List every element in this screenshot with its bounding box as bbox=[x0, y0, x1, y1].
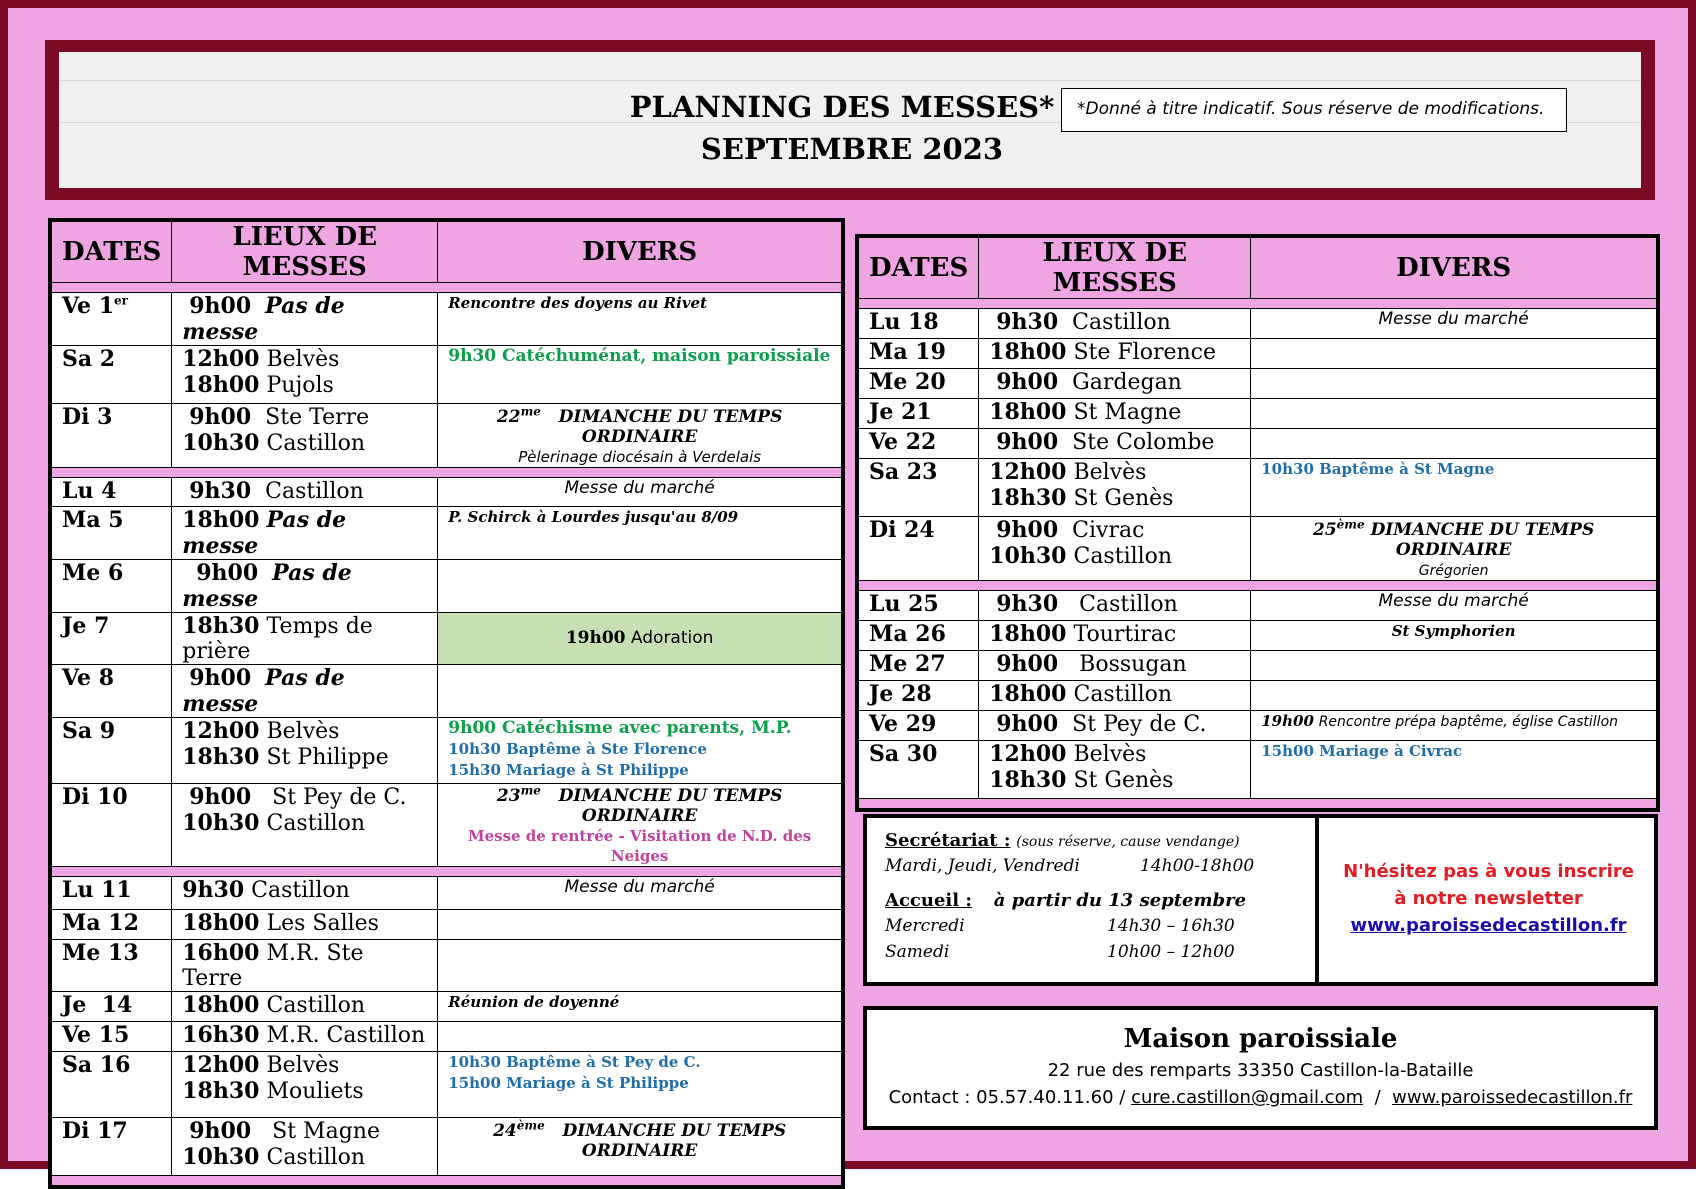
row-place: St Genès bbox=[1073, 486, 1174, 511]
row-time: 18h00 bbox=[182, 910, 260, 937]
row-divers: 15h30 Mariage à St Philippe bbox=[448, 760, 689, 779]
maison-title: Maison paroissiale bbox=[1123, 1024, 1398, 1054]
row-divers: Réunion de doyenné bbox=[448, 993, 620, 1012]
maison-paroissiale-box bbox=[863, 1006, 1658, 1130]
header-inner bbox=[59, 52, 1641, 188]
row-divers: DIMANCHE DU TEMPS ORDINAIRE bbox=[558, 786, 783, 827]
table-row bbox=[857, 710, 1658, 740]
table-row bbox=[857, 620, 1658, 650]
table-row bbox=[857, 429, 1658, 459]
row-divers: 10h30 Baptême à Ste Florence bbox=[448, 739, 707, 758]
secretariat-days: Mardi, Jeudi, Vendredi bbox=[885, 856, 1080, 876]
table-row bbox=[857, 399, 1658, 429]
row-time: 18h00 bbox=[182, 992, 260, 1019]
row-time: 9h00 bbox=[996, 369, 1059, 395]
row-time: 12h00 bbox=[989, 740, 1067, 767]
row-place: Belvès bbox=[1073, 460, 1147, 485]
page-title: PLANNING DES MESSES* bbox=[629, 90, 1055, 124]
col-dates: DATES bbox=[50, 220, 172, 283]
row-place: St Magne bbox=[1073, 400, 1182, 425]
table-row bbox=[857, 369, 1658, 399]
row-ordinal-sup: ème bbox=[516, 1118, 545, 1133]
col-divers: DIVERS bbox=[438, 220, 843, 283]
row-date: Sa 9 bbox=[50, 717, 172, 783]
row-time: 10h30 bbox=[182, 430, 260, 456]
row-date: Sa 2 bbox=[50, 346, 172, 404]
row-date: Sa 23 bbox=[857, 459, 979, 517]
row-date: Je 14 bbox=[50, 992, 172, 1022]
row-place: Ste Florence bbox=[1073, 340, 1217, 365]
row-time: 12h00 bbox=[182, 1052, 260, 1079]
row-time: 18h00 bbox=[182, 506, 260, 533]
row-place: Pas de messe bbox=[182, 559, 352, 612]
row-ordinal-sup: me bbox=[520, 404, 541, 418]
maison-contact bbox=[867, 1087, 1654, 1108]
row-divers: DIMANCHE DU TEMPS ORDINAIRE bbox=[558, 406, 783, 447]
table-row bbox=[857, 309, 1658, 339]
row-place: Mouliets bbox=[266, 1079, 364, 1105]
row-divers: 9h30 Catéchuménat, maison paroissiale bbox=[448, 346, 831, 366]
row-time: 9h30 bbox=[996, 309, 1059, 335]
row-place: Pas de messe bbox=[182, 664, 345, 717]
row-place: Castillon bbox=[251, 878, 350, 904]
row-divers: 10h30 Baptême à St Magne bbox=[1261, 460, 1495, 478]
row-place: St Magne bbox=[272, 1119, 380, 1145]
row-divers-time: 19h00 bbox=[1261, 711, 1314, 730]
row-place: Les Salles bbox=[266, 911, 379, 937]
row-date: Me 13 bbox=[50, 940, 172, 992]
row-place: Ste Terre bbox=[265, 405, 370, 430]
week-separator bbox=[50, 1176, 843, 1188]
row-ordinal-sup: ème bbox=[1336, 517, 1365, 531]
table-row bbox=[50, 664, 843, 717]
row-time: 18h00 bbox=[989, 620, 1067, 647]
week-separator bbox=[50, 867, 843, 877]
row-date: Je 21 bbox=[857, 399, 979, 429]
newsletter-box bbox=[1323, 858, 1654, 939]
table-row bbox=[50, 992, 843, 1022]
row-time: 18h30 bbox=[182, 743, 260, 770]
row-date: Sa 30 bbox=[857, 740, 979, 798]
accueil-label: Accueil : bbox=[885, 890, 973, 911]
row-date: Ve 15 bbox=[50, 1022, 172, 1052]
row-time: 18h30 bbox=[989, 766, 1067, 793]
row-date: Ma 5 bbox=[50, 506, 172, 559]
table-row bbox=[50, 910, 843, 940]
row-time: 9h00 bbox=[196, 559, 259, 586]
row-time: 18h30 bbox=[182, 1078, 260, 1105]
table-row bbox=[857, 517, 1658, 581]
table-row bbox=[857, 650, 1658, 680]
secretariat-time: 14h00-18h00 bbox=[1140, 856, 1255, 876]
row-time: 9h00 bbox=[189, 404, 252, 430]
row-time: 9h00 bbox=[996, 650, 1059, 677]
row-place: Tourtirac bbox=[1073, 621, 1177, 647]
row-place: Civrac bbox=[1072, 518, 1145, 543]
row-place: Castillon bbox=[1079, 591, 1178, 617]
row-time: 12h00 bbox=[182, 717, 260, 744]
row-time: 16h30 bbox=[182, 1022, 260, 1049]
row-ordinal: 25 bbox=[1313, 519, 1337, 540]
table-row bbox=[50, 1118, 843, 1176]
week-separator bbox=[50, 467, 843, 477]
table-row bbox=[50, 1052, 843, 1118]
row-date-sup: er bbox=[114, 293, 128, 308]
row-place: St Genès bbox=[1073, 767, 1174, 793]
row-time: 18h30 bbox=[989, 485, 1067, 511]
row-place: Pujols bbox=[266, 373, 334, 398]
contact-website-link[interactable]: www.paroissedecastillon.fr bbox=[1392, 1087, 1633, 1108]
row-time: 9h00 bbox=[996, 710, 1059, 737]
row-divers: P. Schirck à Lourdes jusqu'au 8/09 bbox=[448, 507, 739, 526]
row-time: 16h00 bbox=[182, 940, 260, 967]
row-divers: Messe du marché bbox=[564, 477, 715, 498]
row-divers: Adoration bbox=[630, 628, 714, 649]
row-time: 18h00 bbox=[989, 680, 1067, 707]
row-date: Ma 12 bbox=[50, 910, 172, 940]
disclaimer-note: *Donné à titre indicatif. Sous réserve de modifications. bbox=[1061, 88, 1567, 132]
row-divers: Rencontre prépa baptême, église Castillon bbox=[1318, 713, 1619, 730]
row-time: 12h00 bbox=[989, 459, 1067, 485]
week-separator bbox=[50, 283, 843, 293]
row-divers-time: 19h00 bbox=[565, 628, 626, 649]
row-time: 9h00 bbox=[189, 1118, 252, 1145]
row-divers: 10h30 Baptême à St Pey de C. bbox=[448, 1053, 701, 1072]
table-row bbox=[50, 506, 843, 559]
row-date: Ma 26 bbox=[857, 620, 979, 650]
col-lieux: LIEUX DE MESSES bbox=[172, 220, 438, 283]
table-row bbox=[50, 404, 843, 468]
newsletter-line: N'hésitez pas à vous inscrire bbox=[1343, 861, 1634, 882]
secretariat-box bbox=[863, 814, 1658, 986]
secretariat-hours bbox=[867, 818, 1319, 982]
table-row bbox=[50, 1022, 843, 1052]
row-date: Me 27 bbox=[857, 650, 979, 680]
row-date: Ve 29 bbox=[857, 710, 979, 740]
row-place: M.R. Castillon bbox=[266, 1023, 426, 1049]
row-date: Ve 8 bbox=[50, 664, 172, 717]
row-ordinal: 23 bbox=[496, 786, 521, 807]
row-date: Je 7 bbox=[50, 612, 172, 664]
accueil-time: 10h00 – 12h00 bbox=[1107, 942, 1235, 962]
table-row bbox=[50, 293, 843, 346]
row-divers: Rencontre des doyens au Rivet bbox=[448, 294, 708, 312]
table-row bbox=[50, 783, 843, 867]
row-divers-2: Grégorien bbox=[1418, 562, 1489, 579]
accueil-day: Mercredi bbox=[885, 916, 965, 936]
row-divers: 9h00 Catéchisme avec parents, M.P. bbox=[448, 717, 792, 738]
row-place: Ste Colombe bbox=[1072, 430, 1215, 455]
header-banner bbox=[45, 40, 1655, 200]
row-place: Temps de prière bbox=[182, 613, 373, 664]
row-date: Di 10 bbox=[50, 783, 172, 867]
table-row bbox=[857, 590, 1658, 620]
table-row bbox=[857, 339, 1658, 369]
row-date: Sa 16 bbox=[50, 1052, 172, 1118]
row-time: 18h00 bbox=[182, 372, 260, 398]
row-time: 9h00 bbox=[996, 517, 1059, 543]
schedule-table-left bbox=[48, 218, 845, 1189]
row-divers: 15h00 Mariage à St Philippe bbox=[448, 1074, 689, 1093]
table-row bbox=[50, 477, 843, 506]
row-date: Ve 1 bbox=[62, 293, 115, 319]
week-separator bbox=[857, 798, 1658, 810]
table-row bbox=[50, 612, 843, 664]
secretariat-note: (sous réserve, cause vendange) bbox=[1016, 834, 1240, 850]
col-divers: DIVERS bbox=[1251, 236, 1658, 299]
page-subtitle: SEPTEMBRE 2023 bbox=[700, 132, 1004, 166]
row-place: Castillon bbox=[266, 431, 366, 456]
row-date: Di 24 bbox=[857, 517, 979, 581]
row-date: Je 28 bbox=[857, 680, 979, 710]
row-place: Castillon bbox=[1072, 310, 1171, 335]
row-divers-2: Messe de rentrée - Visitation de N.D. des Neiges bbox=[468, 827, 812, 866]
row-divers: St Symphorien bbox=[1391, 621, 1516, 640]
row-place: Pas de messe bbox=[182, 506, 347, 559]
row-time: 18h30 bbox=[182, 612, 260, 639]
contact-email-link[interactable]: cure.castillon@gmail.com bbox=[1131, 1087, 1364, 1108]
row-divers: DIMANCHE DU TEMPS ORDINAIRE bbox=[562, 1120, 787, 1161]
table-header bbox=[857, 236, 1658, 299]
newsletter-link[interactable]: www.paroissedecastillon.fr bbox=[1350, 915, 1627, 936]
table-row bbox=[857, 740, 1658, 798]
table-header bbox=[50, 220, 843, 283]
row-time: 18h00 bbox=[989, 339, 1067, 365]
row-date: Me 20 bbox=[857, 369, 979, 399]
row-time: 9h00 bbox=[189, 293, 252, 319]
row-date: Lu 4 bbox=[50, 477, 172, 506]
row-place: Castillon bbox=[266, 993, 366, 1019]
row-place: Belvès bbox=[266, 1053, 340, 1079]
row-date: Lu 11 bbox=[50, 877, 172, 910]
week-separator bbox=[857, 299, 1658, 309]
row-time: 9h00 bbox=[189, 783, 252, 810]
row-time: 9h30 bbox=[182, 877, 245, 904]
row-divers-2: Pèlerinage diocésain à Verdelais bbox=[518, 447, 762, 466]
row-place: Pas de messe bbox=[182, 293, 345, 345]
row-date: Lu 25 bbox=[857, 590, 979, 620]
accueil-day: Samedi bbox=[885, 942, 950, 962]
row-date: Di 17 bbox=[50, 1118, 172, 1176]
row-place: Gardegan bbox=[1072, 370, 1182, 395]
row-ordinal-sup: me bbox=[520, 783, 541, 798]
row-time: 10h30 bbox=[989, 543, 1067, 569]
row-place: Castillon bbox=[266, 810, 366, 836]
row-divers: Messe du marché bbox=[1378, 309, 1529, 329]
row-date: Ma 19 bbox=[857, 339, 979, 369]
row-place: Belvès bbox=[266, 718, 340, 744]
contact-phone: Contact : 05.57.40.11.60 / bbox=[888, 1087, 1126, 1108]
row-place: St Pey de C. bbox=[272, 784, 407, 810]
row-place: M.R. Ste Terre bbox=[182, 941, 364, 992]
row-time: 12h00 bbox=[182, 346, 260, 372]
row-divers: DIMANCHE DU TEMPS ORDINAIRE bbox=[1370, 519, 1595, 560]
row-date: Lu 18 bbox=[857, 309, 979, 339]
row-time: 9h00 bbox=[189, 664, 252, 691]
row-place: St Pey de C. bbox=[1072, 711, 1207, 737]
row-date: Me 6 bbox=[50, 559, 172, 612]
maison-address: 22 rue des remparts 33350 Castillon-la-Bataille bbox=[1047, 1060, 1474, 1081]
row-time: 9h30 bbox=[996, 590, 1059, 617]
row-place: Castillon bbox=[266, 1145, 366, 1171]
row-date: Ve 22 bbox=[857, 429, 979, 459]
row-ordinal: 24 bbox=[493, 1120, 517, 1141]
row-time: 10h30 bbox=[182, 1144, 260, 1171]
row-divers: Messe du marché bbox=[564, 877, 715, 898]
header-rule bbox=[59, 80, 1641, 81]
contact-separator: / bbox=[1374, 1087, 1381, 1108]
accueil-date: à partir du 13 septembre bbox=[993, 890, 1247, 911]
row-time: 10h30 bbox=[182, 809, 260, 836]
table-row bbox=[857, 459, 1658, 517]
row-place: Bossugan bbox=[1079, 651, 1187, 677]
accueil-time: 14h30 – 16h30 bbox=[1107, 916, 1235, 936]
row-place: Belvès bbox=[1073, 741, 1147, 767]
row-divers: Messe du marché bbox=[1378, 590, 1529, 611]
row-ordinal: 22 bbox=[496, 406, 521, 427]
week-separator bbox=[857, 580, 1658, 590]
row-place: Castillon bbox=[1073, 544, 1173, 569]
table-row bbox=[50, 940, 843, 992]
row-divers: 15h00 Mariage à Civrac bbox=[1261, 741, 1463, 760]
row-place: Castillon bbox=[265, 478, 364, 504]
row-date: Di 3 bbox=[50, 404, 172, 468]
secretariat-label: Secrétariat : bbox=[885, 830, 1011, 851]
table-row bbox=[857, 680, 1658, 710]
row-time: 18h00 bbox=[989, 399, 1067, 425]
row-time: 9h30 bbox=[189, 477, 252, 504]
row-time: 9h00 bbox=[996, 429, 1059, 455]
col-dates: DATES bbox=[857, 236, 979, 299]
row-place: Belvès bbox=[266, 347, 340, 372]
col-lieux: LIEUX DE MESSES bbox=[979, 236, 1251, 299]
table-row bbox=[50, 346, 843, 404]
table-row bbox=[50, 559, 843, 612]
table-row bbox=[50, 877, 843, 910]
row-place: Castillon bbox=[1073, 681, 1173, 707]
row-place: St Philippe bbox=[266, 744, 389, 770]
newsletter-line: à notre newsletter bbox=[1394, 888, 1583, 909]
schedule-table-right bbox=[855, 234, 1660, 812]
table-row bbox=[50, 717, 843, 783]
